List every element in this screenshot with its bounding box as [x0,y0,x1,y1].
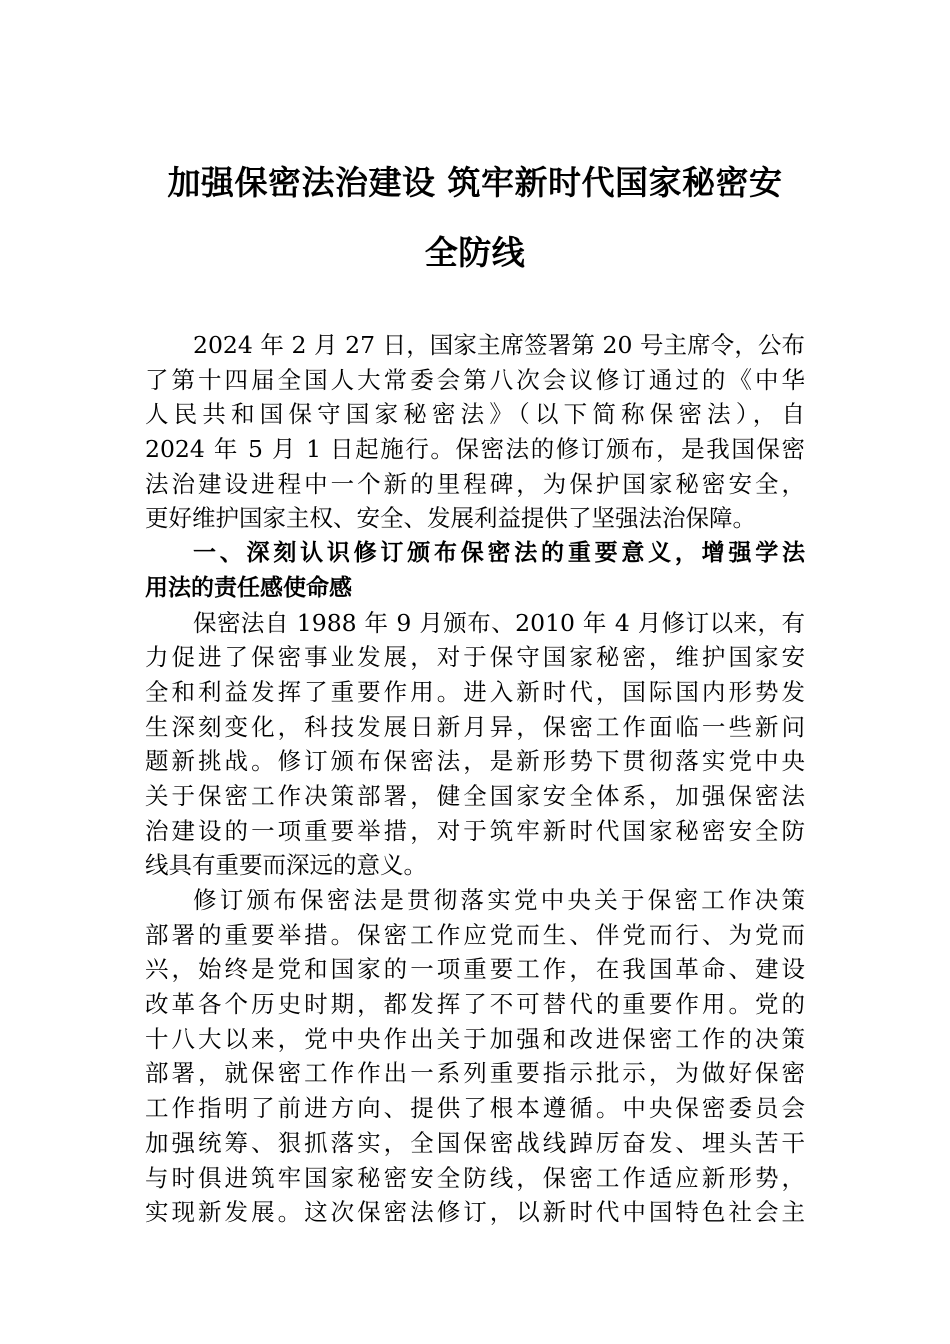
paragraph-intro [145,328,805,536]
heading-line: 用法的责任感使命感 [145,574,352,601]
text-line: 2024 年 5 月 1 日起施行。保密法的修订颁布，是我国保密 [145,435,805,464]
text-line: 修订颁布保密法是贯彻落实党中央关于保密工作决策 [193,886,805,914]
text-line: 与时俱进筑牢国家秘密安全防线，保密工作适应新形势， [145,1163,805,1192]
text-line: 兴，始终是党和国家的一项重要工作，在我国革命、建设 [145,955,805,984]
text-line: 加强统筹、狠抓落实，全国保密战线踔厉奋发、埋头苦干 [145,1128,805,1157]
text-line: 保密法自 1988 年 9 月颁布、2010 年 4 月修订以来，有 [193,608,805,637]
text-line: 法治建设进程中一个新的里程碑，为保护国家秘密安全， [145,469,805,498]
text-line: 生深刻变化，科技发展日新月异，保密工作面临一些新问 [145,712,805,741]
text-line: 部署的重要举措。保密工作应党而生、伴党而行、为党而 [145,920,805,949]
text-line: 工作指明了前进方向、提供了根本遵循。中央保密委员会 [145,1094,805,1123]
text-line: 治建设的一项重要举措，对于筑牢新时代国家秘密安全防 [145,816,805,845]
text-line: 线具有重要而深远的意义。 [145,851,427,880]
section-heading-1 [145,536,805,605]
text-line: 更好维护国家主权、安全、发展利益提供了坚强法治保障。 [145,504,756,533]
text-line: 关于保密工作决策部署，健全国家安全体系，加强保密法 [145,781,805,810]
text-line: 题新挑战。修订颁布保密法，是新形势下贯彻落实党中央 [145,747,805,776]
heading-line: 一、深刻认识修订颁布保密法的重要意义，增强学法 [193,540,805,567]
paragraph-background [145,606,805,884]
text-line: 力促进了保密事业发展，对于保守国家秘密，维护国家安 [145,643,805,672]
text-line: 十八大以来，党中央作出关于加强和改进保密工作的决策 [145,1024,805,1053]
text-line: 人民共和国保守国家秘密法》（以下简称保密法），自 [145,400,805,429]
text-line: 部署，就保密工作作出一系列重要指示批示，为做好保密 [145,1059,805,1088]
text-line: 2024 年 2 月 27 日，国家主席签署第 20 号主席令，公布 [193,331,805,359]
document-title-line-1: 加强保密法治建设 筑牢新时代国家秘密安 [167,163,783,202]
document-body [145,328,805,1230]
text-line: 了第十四届全国人大常委会第八次会议修订通过的《中华 [145,365,805,394]
text-line: 实现新发展。这次保密法修订，以新时代中国特色社会主 [145,1198,805,1227]
paragraph-significance [145,883,805,1230]
text-line: 全和利益发挥了重要作用。进入新时代，国际国内形势发 [145,677,805,706]
document-title-line-2: 全防线 [424,233,526,272]
text-line: 改革各个历史时期，都发挥了不可替代的重要作用。党的 [145,990,805,1019]
